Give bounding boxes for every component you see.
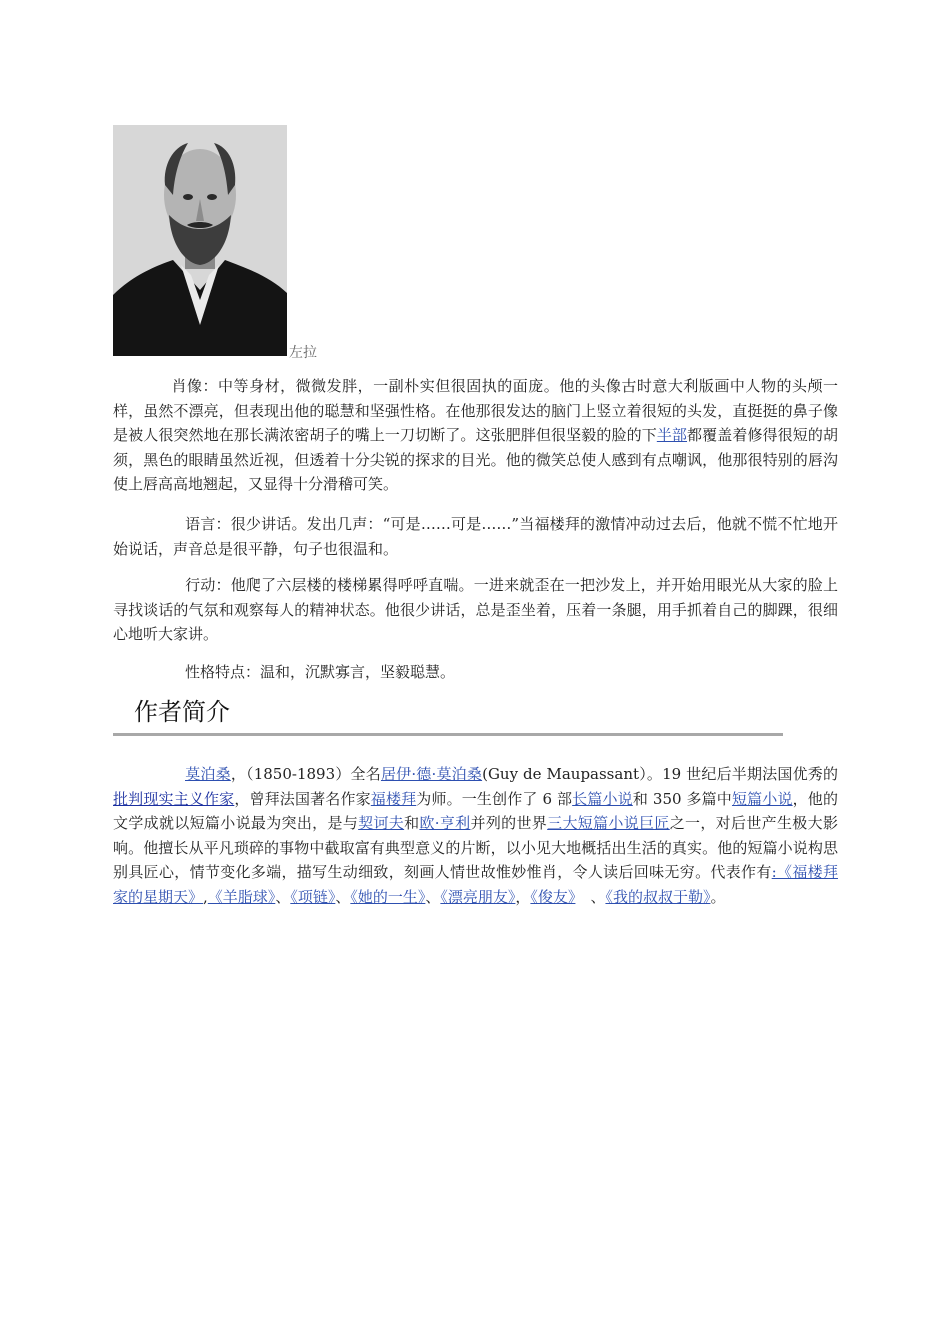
author-paragraph	[113, 762, 838, 909]
link-flaubert[interactable]: 福楼拜	[370, 789, 417, 808]
link-chekhov[interactable]: 契诃夫	[358, 814, 405, 832]
author-text: ，曾拜法国著名作家	[234, 789, 371, 808]
link-work-bel-ami[interactable]: 《漂亮朋友》	[440, 887, 516, 906]
speech-paragraph	[113, 512, 838, 561]
link-work-sunday[interactable]: :《福楼拜家的星期天》	[113, 863, 838, 906]
link-banbu[interactable]: 半部	[656, 426, 688, 444]
link-three-masters[interactable]: 三大短篇小说巨匠	[547, 814, 670, 832]
link-full-name[interactable]: 居伊·德·莫泊桑	[380, 765, 483, 783]
heading-divider	[113, 733, 783, 736]
author-text: 、	[425, 887, 441, 906]
portrait-caption: 左拉	[289, 345, 317, 361]
portrait-photo-icon	[113, 125, 287, 356]
link-maupassant[interactable]: 莫泊桑	[185, 765, 231, 783]
link-work-necklace[interactable]: 《项链》	[290, 887, 336, 906]
link-work-une-vie[interactable]: 《她的一生》	[350, 887, 426, 906]
appearance-paragraph	[113, 374, 838, 497]
author-text: 之一，对后世产生极大影响。他擅长从平凡琐碎的事物中截取富有典型意义的片断，以小见大地概括出生活的真实。他的短篇小说构思别具匠心，情节变化多端，描写生动细致，刻画人情世故惟妙惟肖，令人读后回味无穷。代表作有	[113, 814, 838, 881]
appearance-text: 肖像：中等身材，微微发胖，一副朴实但很固执的面庞。他的头像古时意大利版画中人物的头颅一样，虽然不漂亮，但表现出他的聪慧和坚强性格。在他那很发达的脑门上竖立着很短的头发，直挺挺的鼻子像是被人很突然地在那长满浓密胡子的嘴上一刀切断了。这张肥胖但很坚毅的脸的下	[113, 377, 838, 444]
author-text: 、	[335, 887, 351, 906]
author-text: 为师。一生创作了 6 部	[416, 789, 573, 808]
author-text: 并列的世界	[470, 814, 548, 832]
author-text: 和	[404, 814, 420, 832]
speech-text: 语言：很少讲话。发出几声：“可是……可是……”当福楼拜的激情冲动过去后，他就不慌不忙地开始说话，声音总是很平静，句子也很温和。	[113, 515, 838, 558]
author-text: 、	[275, 887, 291, 906]
author-text: 和 350 多篇中	[632, 789, 732, 808]
appearance-text-cont: 都覆盖着修得很短的胡须，黑色的眼睛虽然近视，但透着十分尖锐的探求的目光。他的微笑总使人感到有点嘲讽，他那很特别的唇沟使上唇高高地翘起，又显得十分滑稽可笑。	[113, 426, 838, 493]
link-o-henry[interactable]: 欧·亨利	[419, 814, 471, 832]
link-novel[interactable]: 长篇小说	[572, 789, 633, 808]
author-text: ，	[515, 887, 531, 906]
link-work-boule-de-suif[interactable]: 《羊脂球》	[207, 887, 276, 906]
traits-paragraph	[113, 660, 838, 685]
link-work-junyou[interactable]: 《俊友》	[530, 887, 576, 906]
author-text: (Guy de Maupassant）。19 世纪后半期法国优秀的	[482, 765, 838, 783]
action-text: 行动：他爬了六层楼的楼梯累得呼呼直喘。一进来就歪在一把沙发上，并开始用眼光从大家的脸上寻找谈话的气氛和观察每人的精神状态。他很少讲话，总是歪坐着，压着一条腿，用手抓着自己的脚踝，很细心地听大家讲。	[113, 576, 838, 643]
link-short-story[interactable]: 短篇小说	[731, 789, 793, 808]
link-work-uncle-jules[interactable]: 《我的叔叔于勒》	[605, 887, 711, 906]
link-critical-realism[interactable]: 批判现实主义作家	[113, 789, 235, 808]
portrait-figure	[113, 125, 287, 356]
traits-text: 性格特点：温和，沉默寡言，坚毅聪慧。	[185, 663, 456, 681]
action-paragraph	[113, 573, 838, 647]
author-text: ，他的文学成就以短篇小说最为突出，是与	[113, 789, 838, 832]
author-text: ，（1850-1893）全名	[230, 765, 381, 783]
author-text: ,	[203, 887, 208, 906]
author-text: 。	[710, 887, 726, 906]
author-text: 、	[575, 887, 606, 906]
author-heading: 作者简介	[134, 698, 230, 726]
